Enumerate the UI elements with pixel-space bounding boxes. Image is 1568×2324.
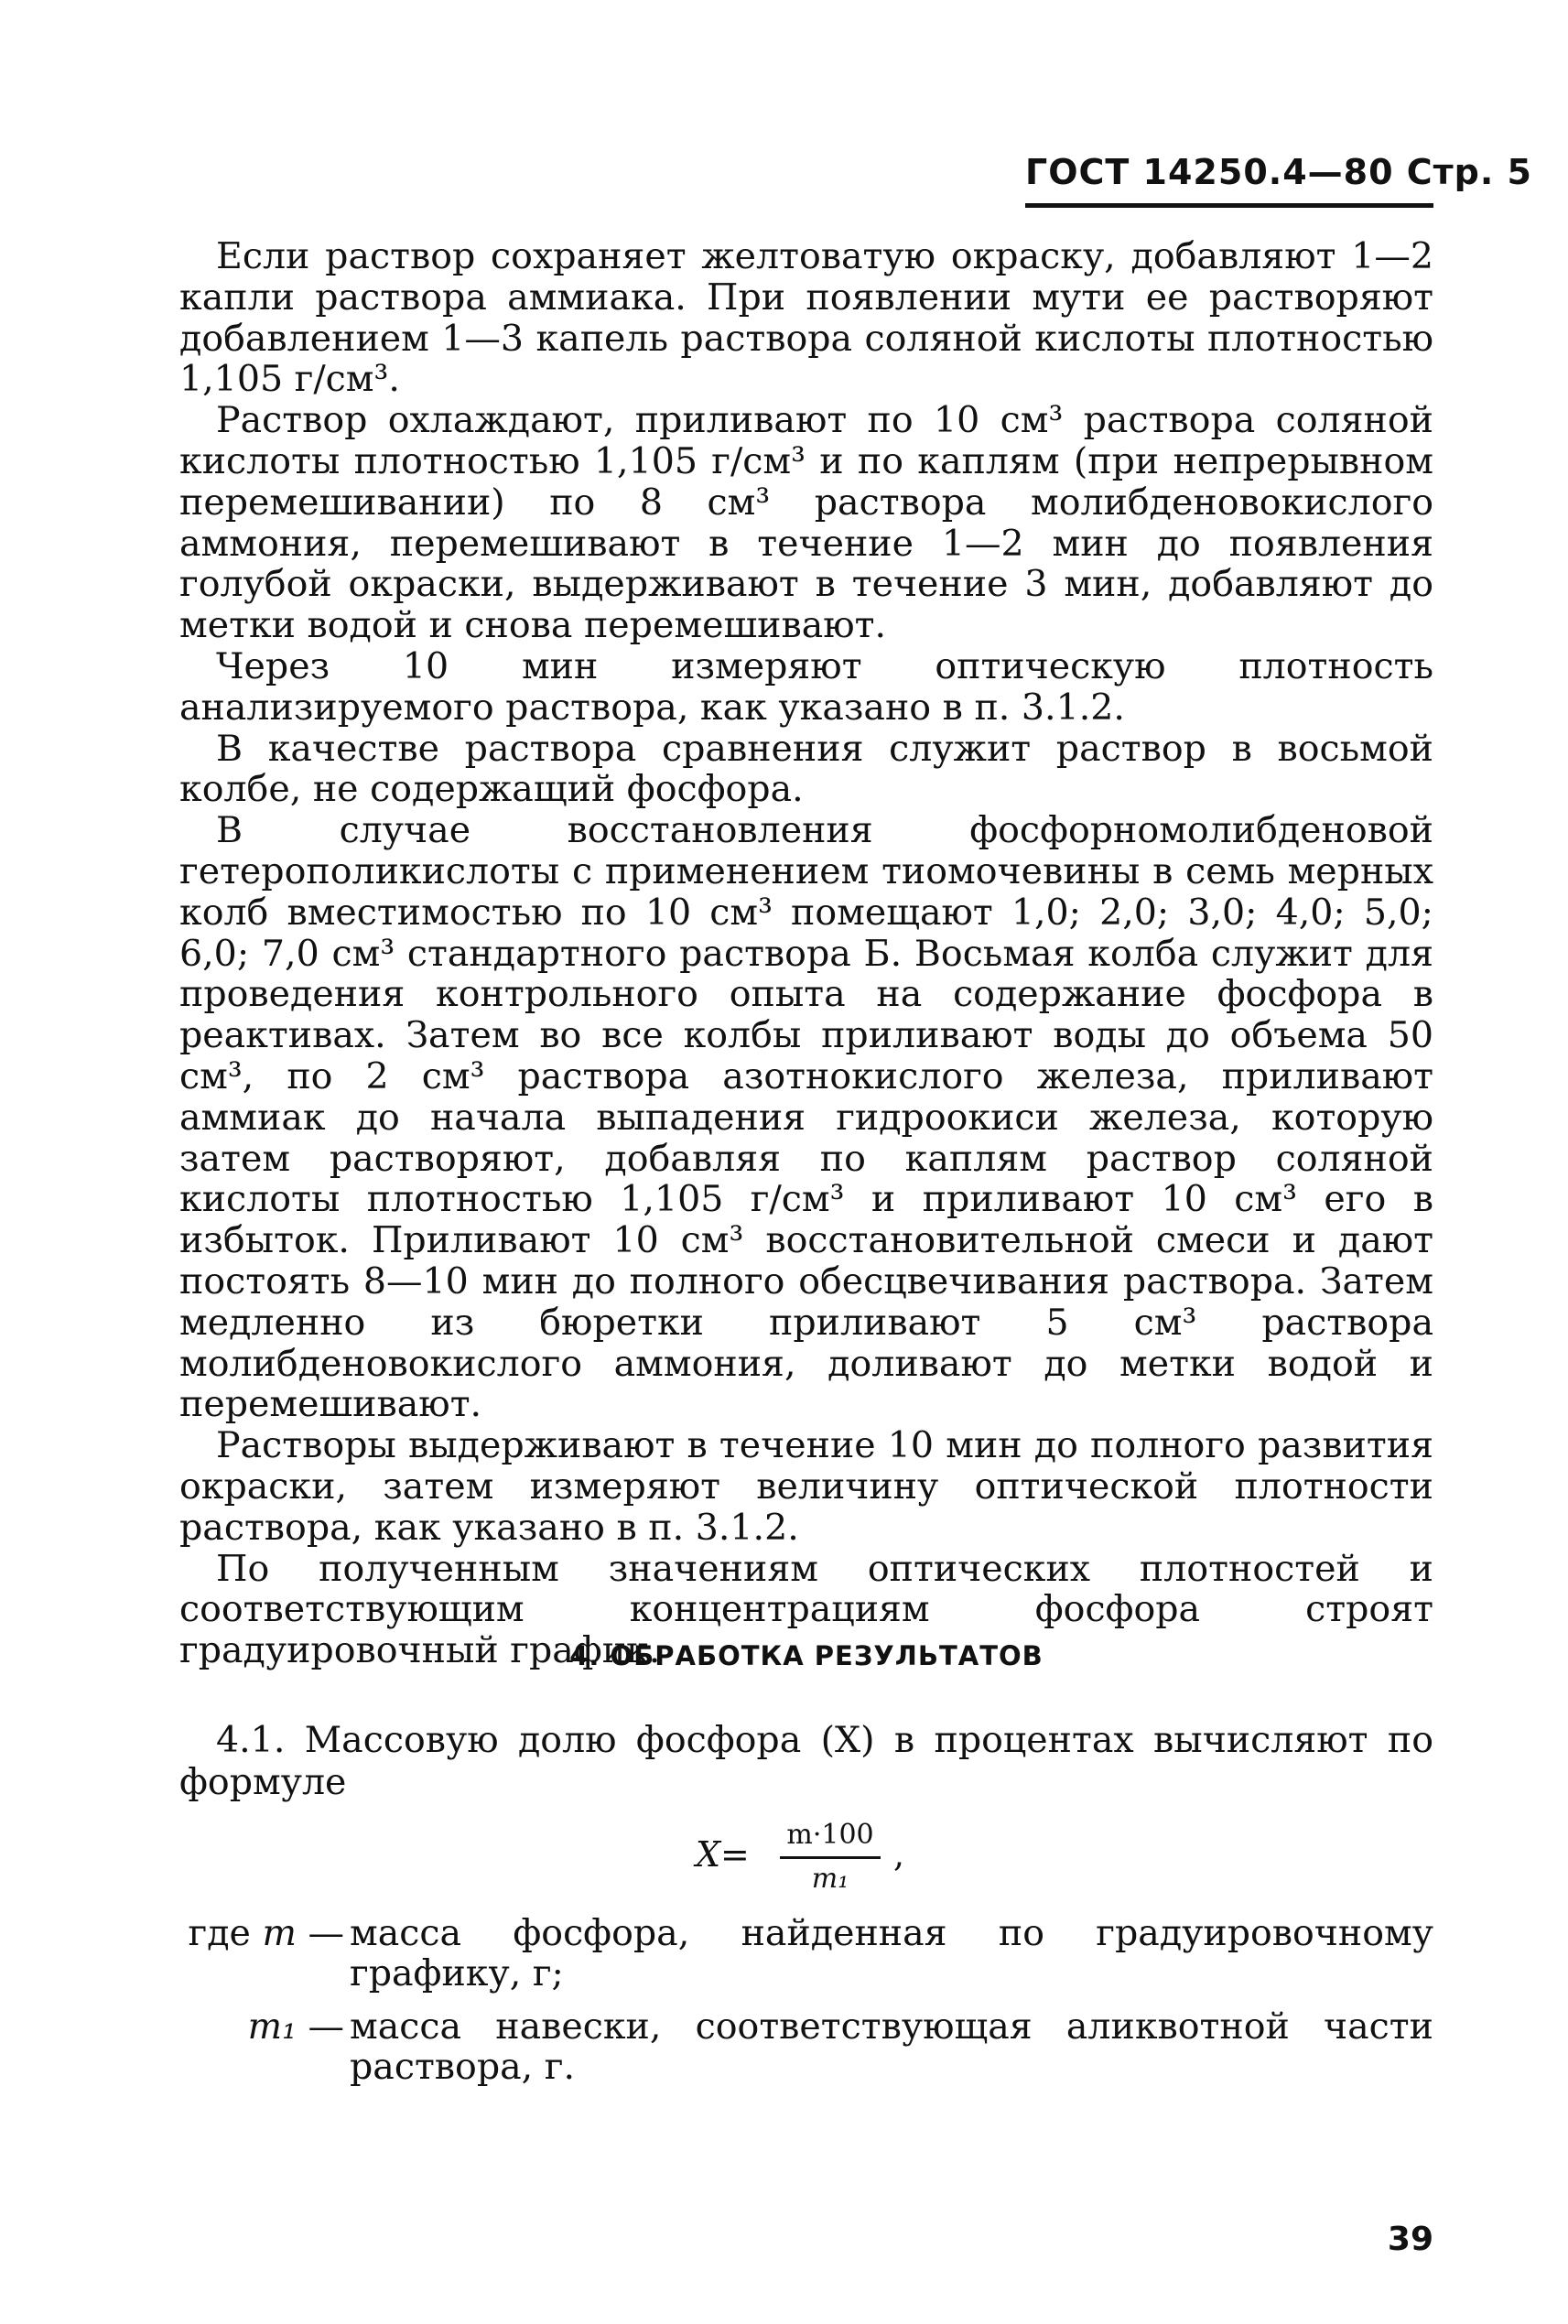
formula-comma: ,: [893, 1834, 905, 1875]
page-header: ГОСТ 14250.4—80 Стр. 5: [1025, 152, 1532, 192]
formula-denominator: m₁: [811, 1863, 849, 1895]
formula-numerator: m·100: [786, 1819, 874, 1851]
definition-term: [135, 2006, 350, 2087]
header-rule: [1025, 203, 1433, 208]
paragraph: В качестве раствора сравнения служит раствор в восьмой колбе, не содержащий фосфора.: [179, 727, 1433, 811]
paragraph: Раствор охлаждают, приливают по 10 см³ раствора соляной кислоты плотностью 1,105 г/см³ и по каплям (при непрерывном перемешивании) по 8 см³ раствора молибденовокислого аммония, перемешивают в течение 1—2 мин до появления голубой окраски, выдерживают в течение 3 мин, добавляют до метки водой и снова перемешивают.: [179, 399, 1433, 647]
definition-term: [135, 1913, 350, 1994]
definition-dash: —: [296, 1912, 344, 1954]
definition-dash: —: [296, 2005, 344, 2048]
paragraph: Через 10 мин измеряют оптическую плотность анализируемого раствора, как указано в п. 3.1.2.: [179, 644, 1433, 729]
paragraph-4-1: 4.1. Массовую долю фосфора (X) в процентах вычисляют по формуле: [179, 1719, 1433, 1803]
body-text: [179, 236, 1433, 1671]
definition-description: масса фосфора, найденная по градуировочному графику, г;: [350, 1912, 1433, 1994]
page-number: 39: [1387, 2221, 1433, 2258]
paragraph: Растворы выдерживают в течение 10 мин до полного развития окраски, затем измеряют величину оптической плотности раствора, как указано в п. 3.1.2.: [179, 1424, 1433, 1549]
fraction-bar: [780, 1856, 881, 1859]
paragraph: По полученным значениям оптических плотностей и соответствующим концентрациям фосфора строят градуировочный график.: [179, 1547, 1433, 1672]
definition-prefix: где: [188, 1912, 263, 1954]
definition-symbol: m₁: [247, 2005, 297, 2048]
paragraph: В случае восстановления фосфорномолибденовой гетерополикислоты с применением тиомочевины в семь мерных колб вместимостью по 10 см³ помещают 1,0; 2,0; 3,0; 4,0; 5,0; 6,0; 7,0 см³ стандартного раствора Б. Восьмая колба служит для проведения контрольного опыта на содержание фосфора в реактивах. Затем во все колбы приливают воды до объема 50 см³, по 2 см³ раствора азотнокислого железа, приливают аммиак до начала выпадения гидроокиси железа, которую затем растворяют, добавляя по каплям раствор соляной кислоты плотностью 1,105 г/см³ и приливают 10 см³ его в избыток. Приливают 10 см³ восстановительной смеси и дают постоять 8—10 мин до полного обесцвечивания раствора. Затем медленно из бюретки приливают 5 см³ раствора молибденовокислого аммония, доливают до метки водой и перемешивают.: [179, 809, 1433, 1426]
section-title: 4. ОБРАБОТКА РЕЗУЛЬТАТОВ: [569, 1640, 1044, 1671]
definition-description: масса навески, соответствующая аликвотной части раствора, г.: [350, 2005, 1433, 2088]
definition-symbol: m: [262, 1912, 297, 1954]
formula-fraction: [780, 1818, 881, 1896]
definition-item: [135, 2006, 1433, 2087]
definitions-list: [135, 1913, 1433, 2100]
definition-item: [135, 1913, 1433, 1994]
paragraph: Если раствор сохраняет желтоватую окраску, добавляют 1—2 капли раствора аммиака. При появлении мути ее растворяют добавлением 1—3 капель раствора соляной кислоты плотностью 1,105 г/см³.: [179, 235, 1433, 401]
formula-lhs: X=: [696, 1834, 750, 1875]
